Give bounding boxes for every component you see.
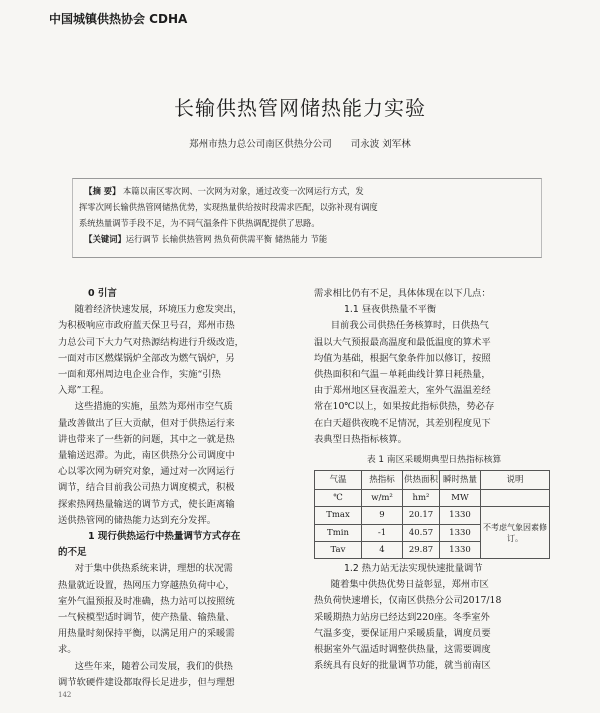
abstract-line: 【摘 要】 本篇以南区零次网、一次网为对象，通过改变一次网运行方式，发 [84,186,364,196]
section-heading-1: 1 现行供热运行中热量调节方式存在 [88,531,241,543]
paragraph: 目前我公司供热任务核算时，日供热气 温以大气预报最高温度和最低温度的算术平 均值为基础，根据气象条件加以修订，按照 供热面积和气温－单耗曲线计算日耗热量， 由于郑州地区昼夜温差大，室外气温温差经 常在10℃以上，如果按此指标供热，势必存 在白天超供夜晚不足情况，其差别程度见下 表典型日热指标核算。 [314,320,495,445]
abstract-line: 系统热量调节手段不足，为不同气温条件下供热调配提供了思路。 [79,218,320,228]
table-caption: 表 1 南区采暖期典型日热指标核算 [366,455,502,466]
table-row: Tmax 9 20.17 1330 不考虑气象因素修订。 [315,507,550,524]
paper-title: 长输供热管网储热能力实验 [174,96,426,120]
paragraph: 随着经济快速发展，环境压力愈发突出， 为积极响应市政府蓝天保卫号召，郑州市热 力总公司下大力气对热源结构进行升级改造， 一面对市区燃煤锅炉全部改为燃气锅炉，另 一面和郑州周边电企业合作，实施“引热 入郑”工程。 [58,304,244,397]
paragraph: 这些措施的实施，虽然为郑州市空气质 量改善做出了巨大贡献，但对于供热运行来 讲也带来了一些新的问题，其中之一就是热 量输送迟滞。为此，南区供热分公司调度中 心以零次网为研究对象，通过对一次网运行 调节，结合目前我公司热力调度模式，积极 探索热网热量输送的调节方式，使长距离输 送供热管网的储热能力达到充分发挥。 [58,401,235,526]
table-unit: hm² [403,490,440,507]
table-unit: w/m² [362,490,403,507]
table-unit: MW [440,490,481,507]
author-line [0,136,600,150]
section-heading-intro: 0 引言 [88,288,117,299]
journal-header: 中国城镇供热协会 CDHA [49,12,188,26]
keywords: 运行调节 长输供热管网 热负荷供需平衡 储热能力 节能 [125,234,328,244]
keywords-line [79,231,535,247]
table-row: Tav 4 29.87 1330 [315,541,550,558]
right-column [314,286,554,674]
affiliation: 郑州市热力总公司南区供热分公司 [189,139,332,150]
keywords-label: 【关键词】 [84,234,126,244]
abstract-box [72,178,542,258]
abstract-line: 挥零次网长输供热管网储热优势，实现热量供给按时段需求匹配，以弥补现有调度 [79,202,378,212]
subsection-1-1: 1.1 昼夜供热量不平衡 [344,304,437,316]
table-unit [481,490,550,507]
table-header: 供热面积 [403,471,440,490]
table-row: Tmin -1 40.57 1330 [315,524,550,541]
paragraph: 对于集中供热系统来讲，理想的状况需 热量就近设置，热网压力穿越热负荷中心， 室外气温预报及时准确，热力站可以按照统 一气候模型适时调节，使产热量、输热量、 用热量时刻保持平衡，以满足用户的采暖需 求。 [58,563,235,656]
left-column [58,286,298,700]
paragraph: 这些年来，随着公司发展，我们的供热 调节软硬件建设都取得长足进步，但与理想 [58,660,235,688]
intro-line: 需求相比仍有不足，具体体现在以下几点： [314,288,491,299]
table-header: 气温 [315,471,362,490]
paragraph: 随着集中供热优势日益彰显，郑州市区 热负荷快速增长，仅南区供热分公司2017/18 采暖期热力站房已经达到220座。冬季室外 气温多变，要保证用户采暖质量，调度员要 根据室外气温适时调整供热量，这需要调度 系统具有良好的批量调节功能，就当前南区 [314,579,502,672]
table-unit: ℃ [315,490,362,507]
page-number: 142 [58,691,72,700]
table-header: 热指标 [362,471,403,490]
section-heading-1-cont: 的不足 [58,547,87,559]
author-names: 司永波 刘军林 [350,139,411,150]
table-header: 瞬时热量 [440,471,481,490]
subsection-1-2: 1.2 热力站无法实现快速批量调节 [344,563,483,575]
table-note: 不考虑气象因素修订。 [481,507,550,559]
heat-index-table [314,470,550,559]
table-header: 说明 [481,471,550,490]
abstract-label: 【摘 要】 [84,186,121,196]
